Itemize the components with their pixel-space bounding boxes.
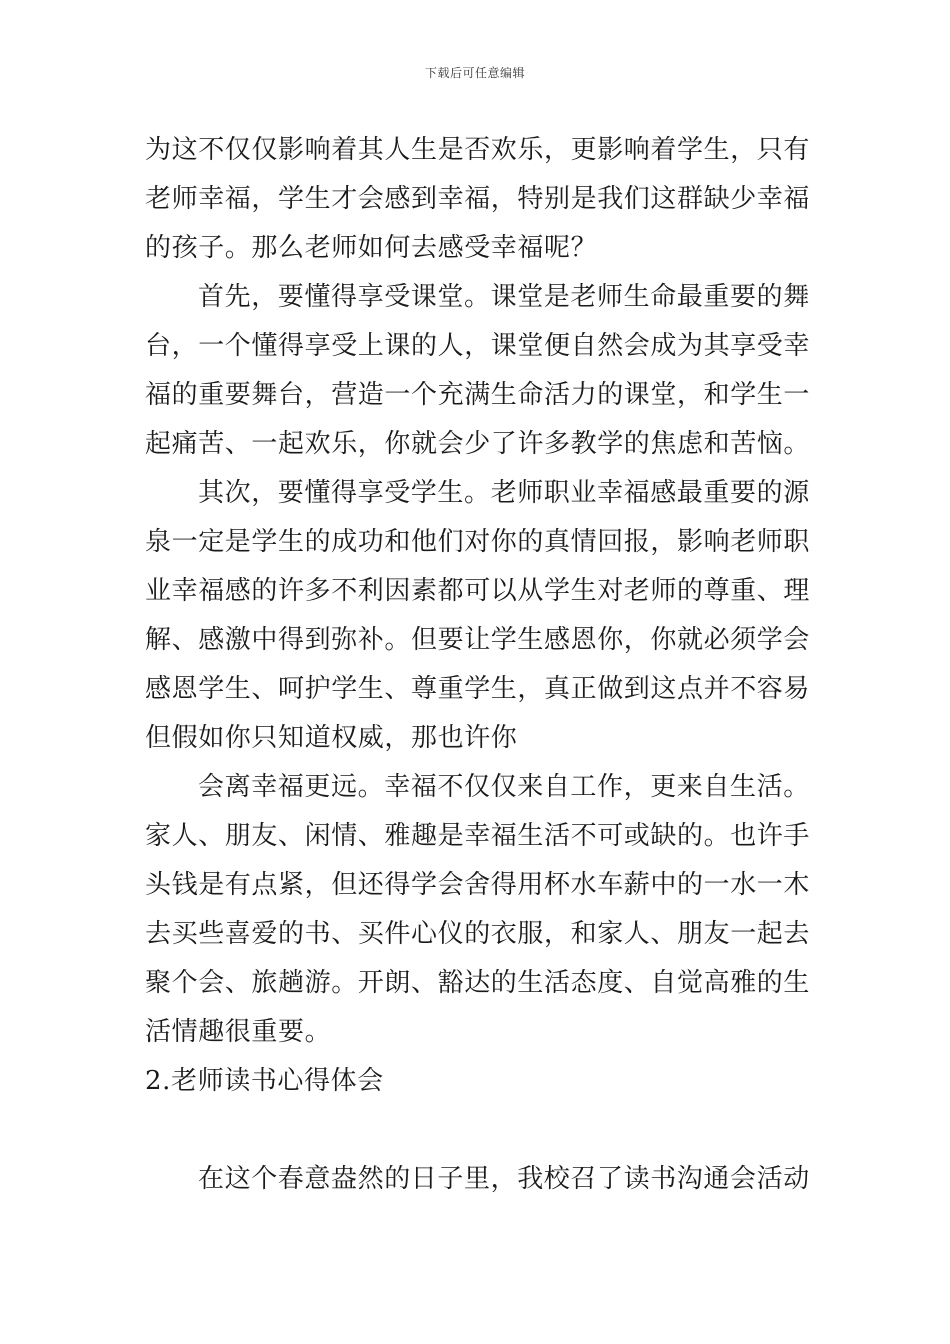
text-line: 台，一个懂得享受上课的人，课堂便自然会成为其享受幸	[145, 331, 811, 361]
text-line: 业幸福感的许多不利因素都可以从学生对老师的尊重、理	[145, 576, 811, 606]
paragraph-lines	[145, 126, 810, 1057]
page-header: 下载后可任意编辑	[424, 66, 525, 80]
text-line: 老师幸福，学生才会感到幸福，特别是我们这群缺少幸福	[145, 184, 811, 214]
text-line: 的孩子。那么老师如何去感受幸福呢？	[145, 233, 598, 263]
text-line: 首先，要懂得享受课堂。课堂是老师生命最重要的舞	[198, 282, 810, 312]
text-line: 但假如你只知道权威，那也许你	[145, 723, 518, 753]
text-line: 为这不仅仅影响着其人生是否欢乐，更影响着学生，只有	[145, 135, 811, 165]
text-line: 感恩学生、呵护学生、尊重学生，真正做到这点并不容易	[145, 674, 811, 704]
text-line: 头钱是有点紧，但还得学会舍得用杯水车薪中的一水一木	[145, 870, 811, 900]
text-line: 家人、朋友、闲情、雅趣是幸福生活不可或缺的。也许手	[145, 821, 811, 851]
blank-line	[145, 1106, 810, 1155]
text-line: 起痛苦、一起欢乐，你就会少了许多教学的焦虑和苦恼。	[145, 429, 811, 459]
text-line: 其次，要懂得享受学生。老师职业幸福感最重要的源	[198, 478, 810, 508]
text-line: 解、感激中得到弥补。但要让学生感恩你，你就必须学会	[145, 625, 811, 655]
text-line: 活情趣很重要。	[145, 1017, 332, 1047]
closing-paragraph-line: 在这个春意盎然的日子里，我校召了读书沟通会活动	[198, 1164, 810, 1194]
document-body	[145, 126, 810, 1204]
text-line: 福的重要舞台，营造一个充满生命活力的课堂，和学生一	[145, 380, 811, 410]
text-line: 聚个会、旅趟游。开朗、豁达的生活态度、自觉高雅的生	[145, 968, 811, 998]
section-heading: 2.老师读书心得体会	[145, 1066, 384, 1096]
text-line: 会离幸福更远。幸福不仅仅来自工作，更来自生活。	[198, 772, 810, 802]
text-line: 去买些喜爱的书、买件心仪的衣服，和家人、朋友一起去	[145, 919, 811, 949]
text-line: 泉一定是学生的成功和他们对你的真情回报，影响老师职	[145, 527, 811, 557]
